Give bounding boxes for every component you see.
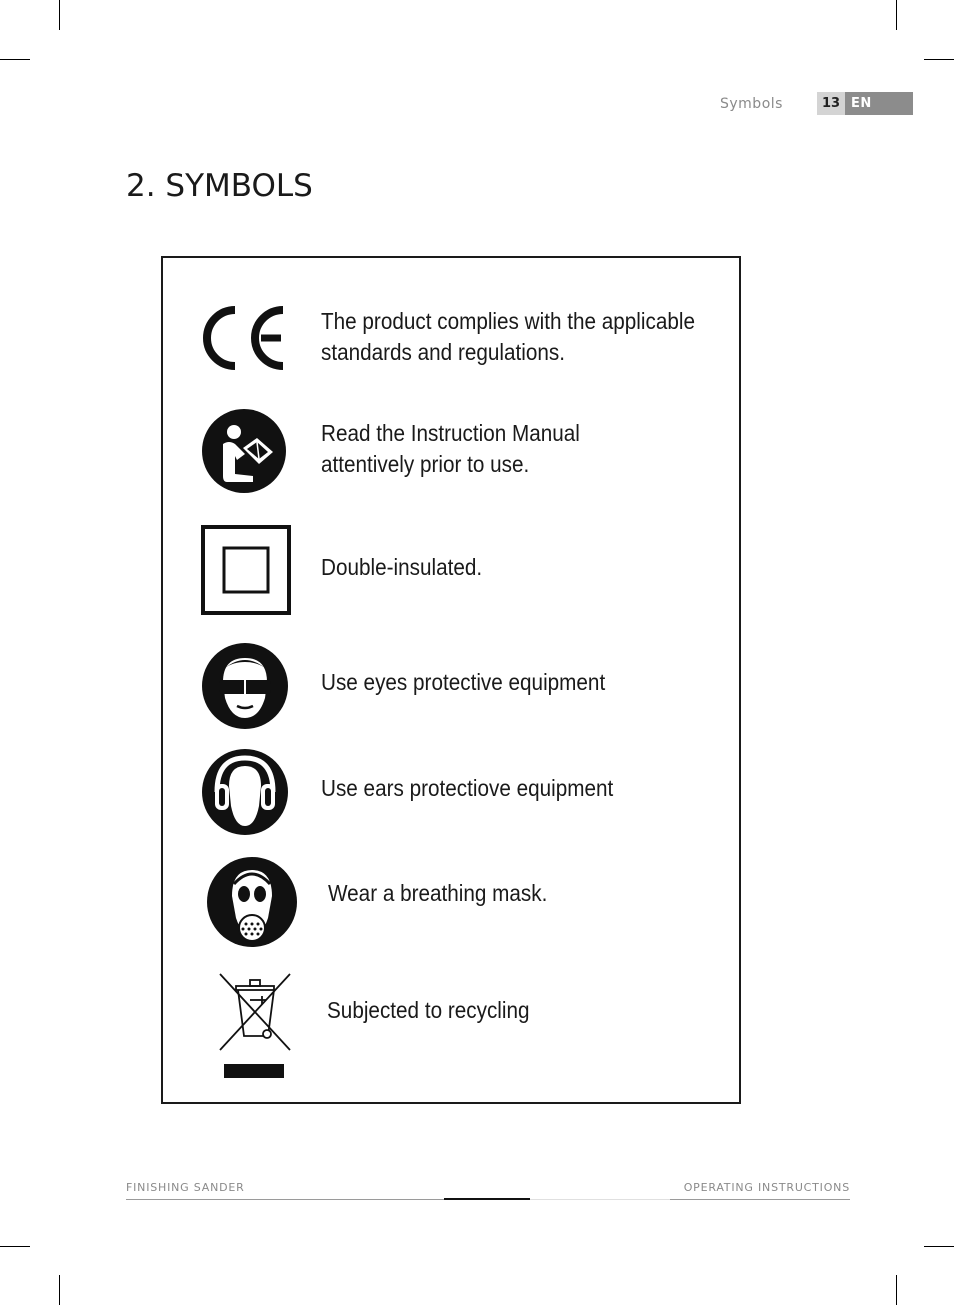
crop-mark [0, 59, 30, 60]
crop-mark [896, 1275, 897, 1305]
page-title: 2. SYMBOLS [126, 168, 313, 204]
symbol-description: Read the Instruction Manual attentively prior to use. [321, 420, 580, 477]
symbol-description: Double-insulated. [321, 554, 483, 580]
footer-rule-accent [444, 1198, 530, 1200]
footer-document-type: OPERATING INSTRUCTIONS [683, 1181, 850, 1194]
symbol-description: Wear a breathing mask. [328, 880, 548, 906]
page-tab [817, 92, 913, 115]
ear-protection-icon [201, 748, 289, 836]
read-manual-icon [201, 408, 287, 494]
page-number: 13 [817, 92, 845, 115]
footer-product-name: FINISHING SANDER [126, 1181, 245, 1194]
crop-mark [59, 0, 60, 30]
recycling-bin-icon [218, 972, 294, 1082]
ce-mark-icon [201, 306, 287, 370]
symbols-table [161, 256, 741, 1104]
crop-mark [924, 1246, 954, 1247]
crop-mark [0, 1246, 30, 1247]
crop-mark [896, 0, 897, 30]
crop-mark [924, 59, 954, 60]
eye-protection-icon [201, 642, 289, 730]
symbol-description: Use ears protectiove equipment [321, 775, 614, 801]
footer-rule [670, 1199, 850, 1200]
symbol-description: Subjected to recycling [327, 997, 530, 1023]
footer-rule [530, 1199, 670, 1200]
footer-rule [126, 1199, 444, 1200]
symbol-description: Use eyes protective equipment [321, 669, 606, 695]
language-label: EN [851, 96, 872, 111]
symbol-description: The product complies with the applicable standards and regulations. [321, 308, 695, 365]
double-insulated-icon [201, 525, 291, 615]
crop-mark [59, 1275, 60, 1305]
header-section-label: Symbols [720, 96, 783, 112]
breathing-mask-icon [206, 856, 298, 948]
